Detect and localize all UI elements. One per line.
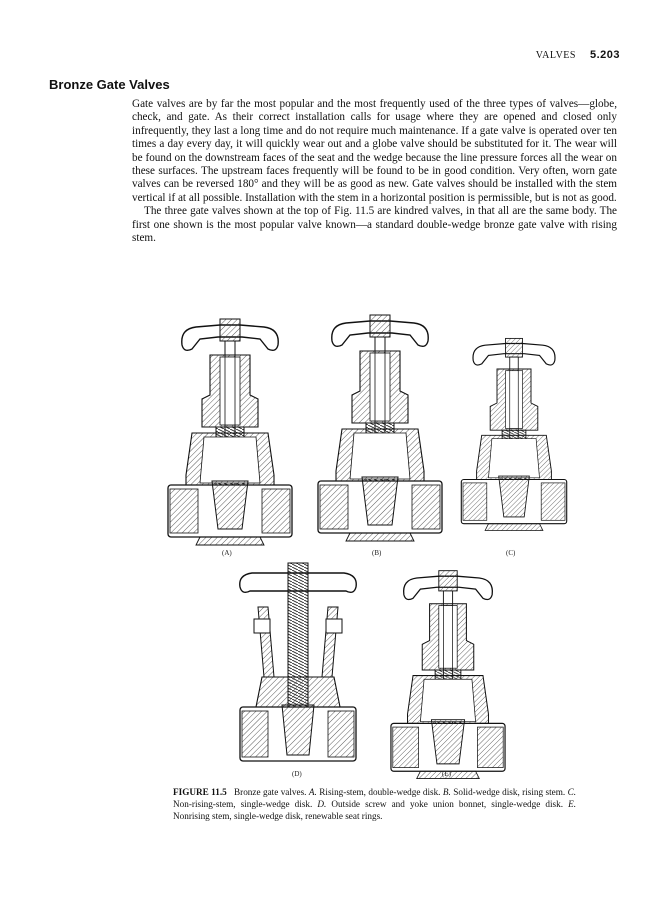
panel-label-b: (B)	[372, 549, 382, 557]
running-head-section: VALVES	[535, 50, 576, 61]
valve-c-illustration	[461, 338, 566, 530]
paragraph-2: The three gate valves shown at the top of Fig. 11.5 are kindred valves, in that all are the same body. The first one shown is the most popular valve known—a standard double-wedge bronze gate valve with rising stem.	[132, 205, 617, 245]
caption-letter-c: C.	[567, 787, 577, 797]
caption-letter-a: A.	[308, 787, 317, 797]
panel-label-e: (E)	[442, 770, 451, 778]
caption-text-b: Solid-wedge disk, rising stem.	[453, 787, 566, 797]
caption-text-a: Rising-stem, double-wedge disk.	[319, 787, 441, 797]
valve-e-illustration	[391, 571, 505, 779]
panel-label-c: (C)	[506, 549, 516, 557]
valve-d-illustration	[240, 563, 357, 761]
caption-letter-d: D.	[317, 799, 327, 809]
caption-text-e: Nonrising stem, single-wedge disk, renewable seat rings.	[173, 811, 383, 821]
valve-a-illustration	[168, 319, 292, 545]
gate-valve-illustrations	[160, 305, 580, 785]
caption-title: Bronze gate valves.	[234, 787, 307, 797]
valve-b-illustration	[318, 315, 442, 541]
section-title: Bronze Gate Valves	[49, 77, 170, 92]
paragraph-1: Gate valves are by far the most popular and the most frequently used of the three types of valves—globe, check, and gate. As their correct installation calls for usage where they are opened and closed only infrequently, they last a long time and do not require much maintenance. If a gate valve is operated over ten times a day every day, it will quickly wear out and a globe valve should be substituted for it. The wear will be found on the downstream faces of the seat and the wedge because the line pressure forces all the wear on these surfaces. The upstream faces frequently will be found to be in good condition. Very often, worn gate valves can be reversed 180° and they will be as good as new. Gate valves should be installed with the stem vertical if at all possible. Installation with the stem in a horizontal position is permissible, but is not as good.	[132, 98, 617, 204]
figure-11-5	[160, 305, 580, 785]
caption-text-d: Outside screw and yoke union bonnet, single-wedge disk.	[331, 799, 563, 809]
running-head	[536, 49, 620, 61]
page-number: 5.203	[589, 49, 620, 61]
panel-label-a: (A)	[222, 549, 232, 557]
caption-text-c: Non-rising-stem, single-wedge disk.	[173, 799, 313, 809]
body-text	[132, 98, 617, 245]
caption-letter-b: B.	[442, 787, 451, 797]
caption-figure-number: FIGURE 11.5	[173, 787, 227, 797]
figure-caption	[173, 786, 576, 822]
caption-letter-e: E.	[568, 799, 577, 809]
panel-label-d: (D)	[292, 770, 302, 778]
